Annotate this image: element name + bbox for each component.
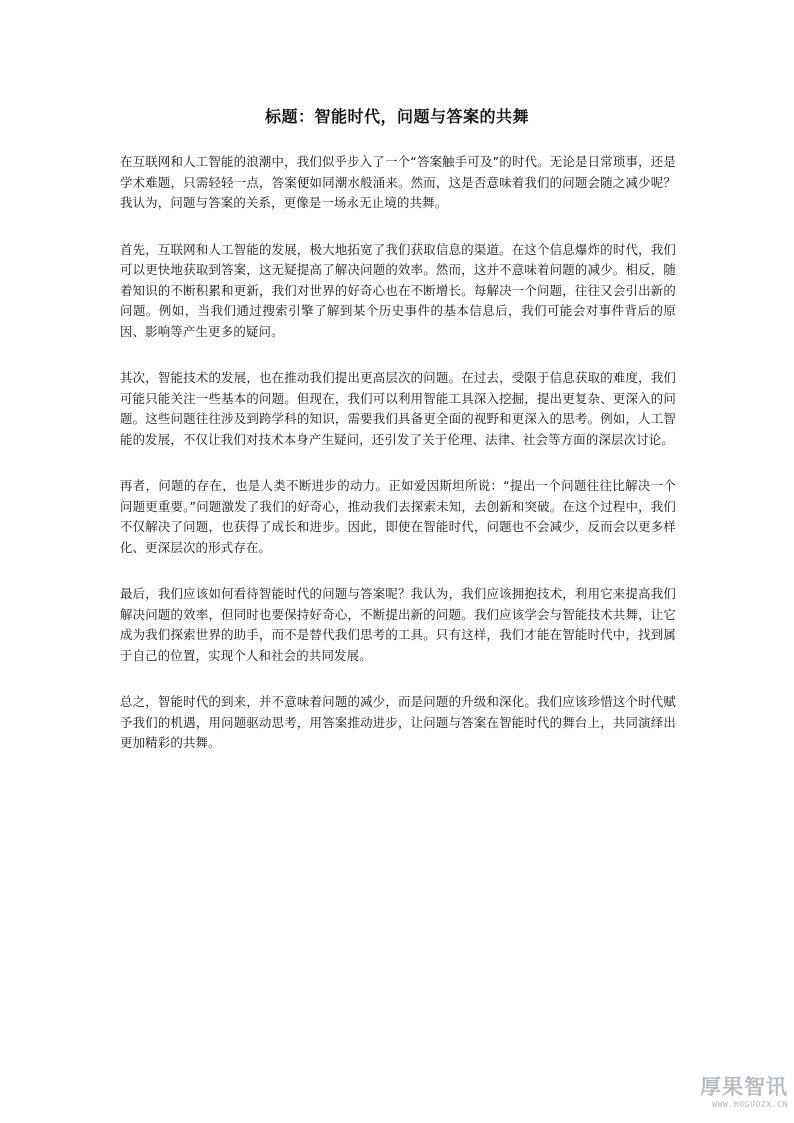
document-body: [120, 152, 676, 780]
paragraph-1: 在互联网和人工智能的浪潮中，我们似乎步入了一个“答案触手可及”的时代。无论是日常琐事，还是学术难题，只需轻轻一点，答案便如同潮水般涌来。然而，这是否意味着我们的问题会随之减少呢？我认为，问题与答案的关系，更像是一场永无止境的共舞。: [120, 154, 676, 210]
paragraph-2: 首先，互联网和人工智能的发展，极大地拓宽了我们获取信息的渠道。在这个信息爆炸的时代，我们可以更快地获取到答案，这无疑提高了解决问题的效率。然而，这并不意味着问题的减少。相反，随着知识的不断积累和更新，我们对世界的好奇心也在不断增长。每解决一个问题，往往又会引出新的问题。例如，当我们通过搜索引擎了解到某个历史事件的基本信息后，我们可能会对事件背后的原因、影响等产生更多的疑问。: [120, 241, 676, 339]
watermark-brand: 厚果智讯: [700, 1075, 788, 1099]
paragraph-4: 再者，问题的存在，也是人类不断进步的动力。正如爱因斯坦所说：“提出一个问题往往比解决一个问题更重要。”问题激发了我们的好奇心，推动我们去探索未知，去创新和突破。在这个过程中，我们不仅解决了问题，也获得了成长和进步。因此，即使在智能时代，问题也不会减少，反而会以更多样化、更深层次的形式存在。: [120, 478, 676, 555]
page-title: 标题：智能时代，问题与答案的共舞: [264, 107, 529, 126]
watermark-logo: [678, 1075, 788, 1115]
paragraph-3: 其次，智能技术的发展，也在推动我们提出更高层次的问题。在过去，受限于信息获取的难度，我们可能只能关注一些基本的问题。但现在，我们可以利用智能工具深入挖掘，提出更复杂、更深入的问题。这些问题往往涉及到跨学科的知识，需要我们具备更全面的视野和更深入的思考。例如，人工智能的发展，不仅让我们对技术本身产生疑问，还引发了关于伦理、法律、社会等方面的深层次讨论。: [120, 370, 676, 447]
paragraph-6: 总之，智能时代的到来，并不意味着问题的减少，而是问题的升级和深化。我们应该珍惜这个时代赋予我们的机遇，用问题驱动思考，用答案推动进步，让问题与答案在智能时代的舞台上，共同演绎出更加精彩的共舞。: [120, 694, 676, 750]
paragraph-5: 最后，我们应该如何看待智能时代的问题与答案呢？我认为，我们应该拥抱技术，利用它来提高我们解决问题的效率，但同时也要保持好奇心，不断提出新的问题。我们应该学会与智能技术共舞，让它成为我们探索世界的助手，而不是替代我们思考的工具。只有这样，我们才能在智能时代中，找到属于自己的位置，实现个人和社会的共同发展。: [120, 586, 676, 663]
watermark-url: WWW.HOGUOZX.CN: [712, 1100, 788, 1109]
